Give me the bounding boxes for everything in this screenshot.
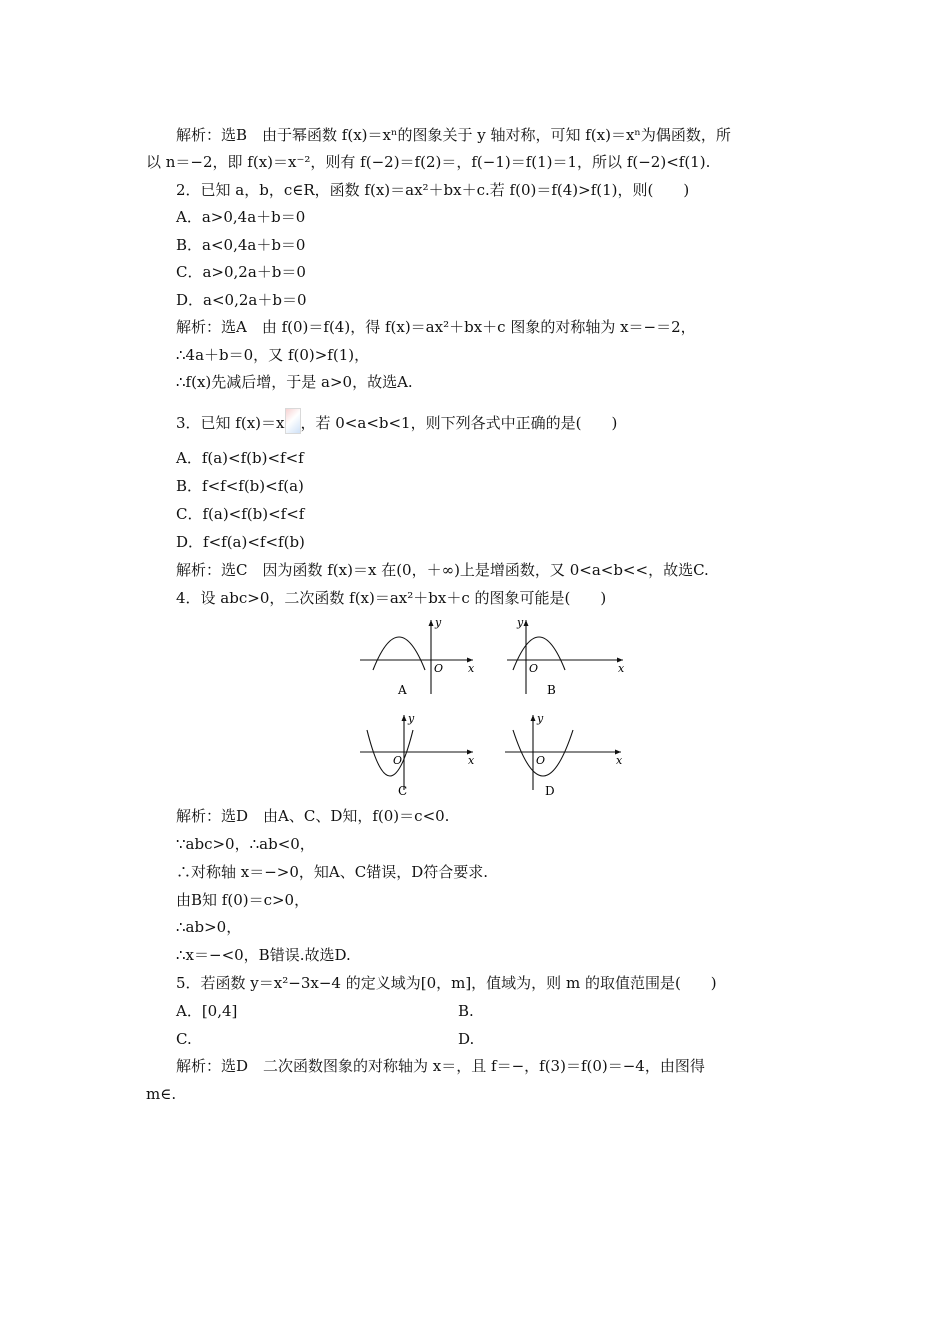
question-5-option-d: D. (458, 1030, 475, 1048)
question-5-option-c: C. (176, 1030, 192, 1048)
graph-d-parabola (513, 730, 573, 776)
graph-d-caption: D (545, 784, 555, 798)
question-2: 2．已知 a，b，c∈R，函数 f(x)＝ax²＋bx＋c.若 f(0)＝f(4)>f(1)，则( ) (176, 181, 690, 199)
solution-4-line-5: ∴ab>0， (176, 918, 242, 936)
graph-a-caption: A (398, 683, 407, 697)
solution-4-line-6: ∴x＝−<0，B错误.故选D. (176, 946, 351, 964)
graph-a-y-arrow (429, 620, 434, 626)
question-2-option-c: C．a>0,2a＋b＝0 (176, 263, 306, 281)
graph-b-y-label: y (517, 616, 524, 629)
solution-4-line-2: ∵abc>0，∴ab<0， (176, 835, 315, 853)
question-3-text-start: 3．已知 f(x)＝x (176, 414, 285, 432)
graph-c-y-label: y (408, 712, 415, 725)
question-4: 4．设 abc>0，二次函数 f(x)＝ax²＋bx＋c 的图象可能是( ) (176, 589, 607, 607)
graph-d-origin-label: O (536, 754, 546, 767)
solution-2-line-2: ∴4a＋b＝0，又 f(0)>f(1)， (176, 346, 370, 364)
question-2-option-a: A．a>0,4a＋b＝0 (176, 208, 306, 226)
graph-a-y-label: y (435, 616, 442, 629)
question-2-option-b: B．a<0,4a＋b＝0 (176, 236, 306, 254)
graph-d-x-label: x (616, 754, 623, 767)
graph-a-origin-label: O (434, 662, 444, 675)
solution-4-line-3: ∴对称轴 x＝−>0，知A、C错误，D符合要求. (176, 863, 489, 881)
solution-4-line-4: 由B知 f(0)＝c>0， (176, 891, 310, 909)
question-3-option-a: A．f(a)<f(b)<f<f (176, 449, 304, 467)
graph-b-parabola (513, 637, 565, 670)
question-3-option-c: C．f(a)<f(b)<f<f (176, 505, 305, 523)
question-3-option-d: D．f<f(a)<f<f(b) (176, 533, 305, 551)
solution-3: 解析：选C 因为函数 f(x)＝x 在(0，＋∞)上是增函数，又 0<a<b<<，故选C. (176, 561, 709, 579)
graph-b-x-label: x (618, 662, 625, 675)
question-2-option-d: D．a<0,2a＋b＝0 (176, 291, 307, 309)
question-5-option-b: B. (458, 1002, 474, 1020)
graph-d-y-label: y (537, 712, 544, 725)
graph-c-origin-label: O (393, 754, 403, 767)
graph-a-parabola (373, 637, 425, 670)
solution-2-line-3: ∴f(x)先减后增，于是 a>0，故选A. (176, 373, 413, 391)
graph-b-caption: B (547, 683, 556, 697)
solution-1-line-1: 解析：选B 由于幂函数 f(x)＝xⁿ的图象关于 y 轴对称，可知 f(x)＝xⁿ为偶函数，所 (176, 126, 731, 144)
parabola-figures (355, 612, 635, 802)
graph-c-x-label: x (468, 754, 475, 767)
parabola-graphs-svg (355, 612, 635, 802)
question-3 (176, 408, 617, 434)
question-3-option-b: B．f<f<f(b)<f(a) (176, 477, 304, 495)
graph-a-x-label: x (468, 662, 475, 675)
graph-c-caption: C (398, 784, 408, 798)
graph-b-y-arrow (524, 620, 529, 626)
question-5-option-a: A．[0,4] (176, 1002, 238, 1020)
solution-2-line-1: 解析：选A 由 f(0)＝f(4)，得 f(x)＝ax²＋bx＋c 图象的对称轴为 x＝−＝2， (176, 318, 696, 336)
question-5: 5．若函数 y＝x²−3x−4 的定义域为[0，m]，值域为，则 m 的取值范围是( ) (176, 974, 717, 992)
solution-4-line-1: 解析：选D 由A、C、D知，f(0)＝c<0. (176, 807, 450, 825)
embedded-image-icon (285, 408, 301, 434)
solution-1-line-2: 以 n＝−2，即 f(x)＝x⁻²，则有 f(−2)＝f(2)＝，f(−1)＝f(1)＝1，所以 f(−2)<f(1). (146, 153, 711, 171)
graph-b-origin-label: O (529, 662, 539, 675)
graph-c-parabola (367, 730, 413, 776)
question-3-text-end: ，若 0<a<b<1，则下列各式中正确的是( ) (300, 414, 618, 432)
graph-c-y-arrow (402, 715, 407, 721)
solution-5-line-2: m∈. (146, 1085, 177, 1103)
graph-d-y-arrow (531, 715, 536, 721)
solution-5-line-1: 解析：选D 二次函数图象的对称轴为 x＝，且 f＝−，f(3)＝f(0)＝−4，由图得 (176, 1057, 705, 1075)
